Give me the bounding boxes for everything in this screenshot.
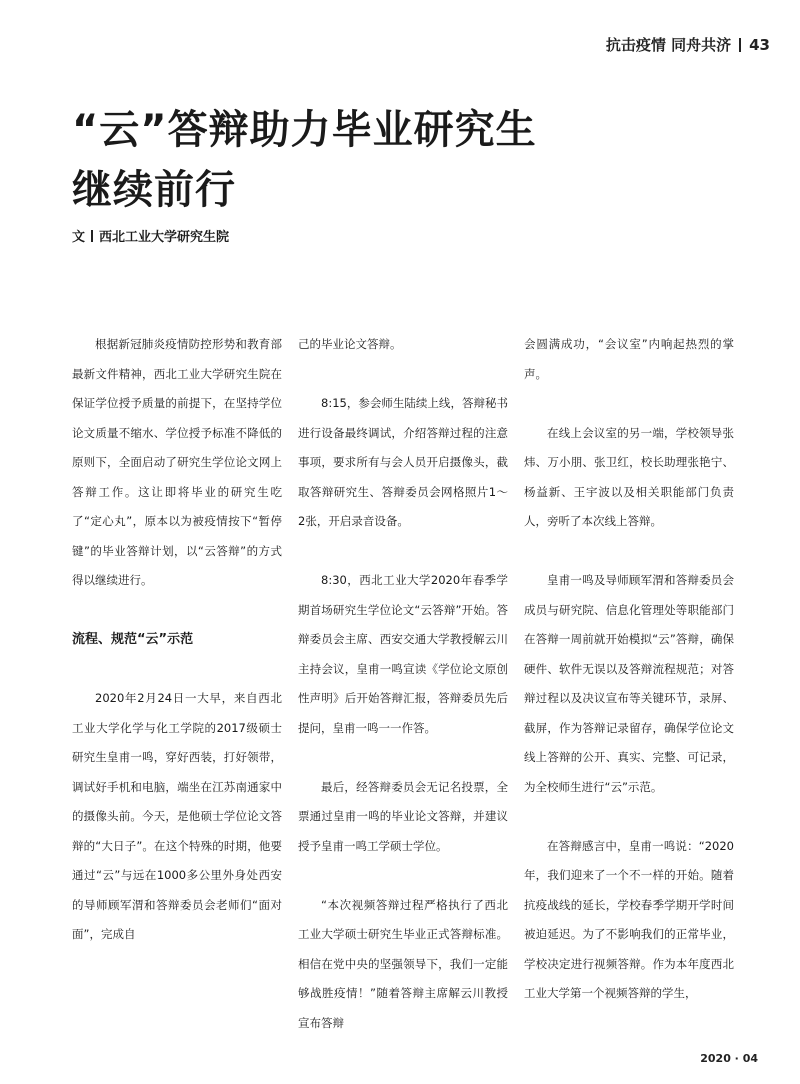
byline-divider — [91, 230, 93, 242]
title-line-2: 继续前行 — [72, 167, 236, 213]
byline-author: 西北工业大学研究生院 — [99, 230, 230, 245]
paragraph: 8:30，西北工业大学2020年春季学期首场研究生学位论文“云答辩”开始。答辩委员会主席、西安交通大学教授解云川主持会议，皇甫一鸣宣读《学位论文原创性声明》后开始答辩汇报，答辩委员先后提问，皇甫一鸣一一作答。 — [298, 573, 508, 735]
text-column-1 — [72, 330, 282, 979]
byline-prefix: 文 — [72, 230, 86, 245]
issue-footer: 2020 · 04 — [700, 1052, 758, 1065]
paragraph: 2020年2月24日一大早，来自西北工业大学化学与化工学院的2017级硕士研究生皇甫一鸣，穿好西装，打好领带，调试好手机和电脑，端坐在江苏南通家中的摄像头前。今天，是他硕士学位论文答辩的“大日子”。在这个特殊的时期，他要通过“云”与远在1000多公里外身处西安的导师顾军渭和答辩委员会老师们“面对面”，完成自 — [72, 691, 282, 941]
paragraph-continued: 会圆满成功，“会议室”内响起热烈的掌声。 — [524, 337, 734, 381]
running-header — [606, 34, 770, 55]
paragraph: 8:15，参会师生陆续上线，答辩秘书进行设备最终调试，介绍答辩过程的注意事项，要求所有与会人员开启摄像头，截取答辩研究生、答辩委员会网格照片1～2张，开启录音设备。 — [298, 396, 508, 528]
paragraph: 在答辩感言中，皇甫一鸣说：“2020年，我们迎来了一个不一样的开始。随着抗疫战线的延长，学校春季学期开学时间被迫延迟。为了不影响我们的正常毕业，学校决定进行视频答辩。作为本年度西北工业大学第一个视频答辩的学生， — [524, 838, 734, 1000]
header-divider — [739, 38, 741, 52]
section-heading: 流程、规范“云”示范 — [72, 632, 194, 647]
paragraph: “本次视频答辩过程严格执行了西北工业大学硕士研究生毕业正式答辩标准。相信在党中央的坚强领导下，我们一定能够战胜疫情！”随着答辩主席解云川教授宣布答辩 — [298, 897, 508, 1030]
article-title — [72, 100, 537, 220]
paragraph: 皇甫一鸣及导师顾军渭和答辩委员会成员与研究院、信息化管理处等职能部门在答辩一周前就开始模拟“云”答辩，确保硬件、软件无误以及答辩流程规范；对答辩过程以及决议宣布等关键环节，录屏、截屏，作为答辩记录留存，确保学位论文线上答辩的公开、真实、完整、可记录，为全校师生进行“云”示范。 — [524, 573, 734, 794]
paragraph: 根据新冠肺炎疫情防控形势和教育部最新文件精神，西北工业大学研究生院在保证学位授予质量的前提下，在坚持学位论文质量不缩水、学位授予标准不降低的原则下，全面启动了研究生学位论文网上答辩工作。这让即将毕业的研究生吃了“定心丸”，原本以为被疫情按下“暂停键”的毕业答辩计划，以“云答辩”的方式得以继续进行。 — [72, 337, 282, 587]
byline — [72, 226, 229, 245]
paragraph: 最后，经答辩委员会无记名投票，全票通过皇甫一鸣的毕业论文答辩，并建议授予皇甫一鸣工学硕士学位。 — [298, 779, 508, 853]
page-number: 43 — [749, 35, 770, 54]
section-title: 抗击疫情 同舟共济 — [605, 36, 732, 54]
paragraph-continued: 己的毕业论文答辩。 — [298, 337, 402, 351]
text-column-2 — [298, 330, 508, 1068]
text-column-3 — [524, 330, 734, 1038]
paragraph: 在线上会议室的另一端，学校领导张炜、万小朋、张卫红，校长助理张艳宁、杨益新、王宇波以及相关职能部门负责人，旁听了本次线上答辩。 — [524, 425, 734, 528]
title-line-1: “云”答辩助力毕业研究生 — [72, 107, 537, 153]
